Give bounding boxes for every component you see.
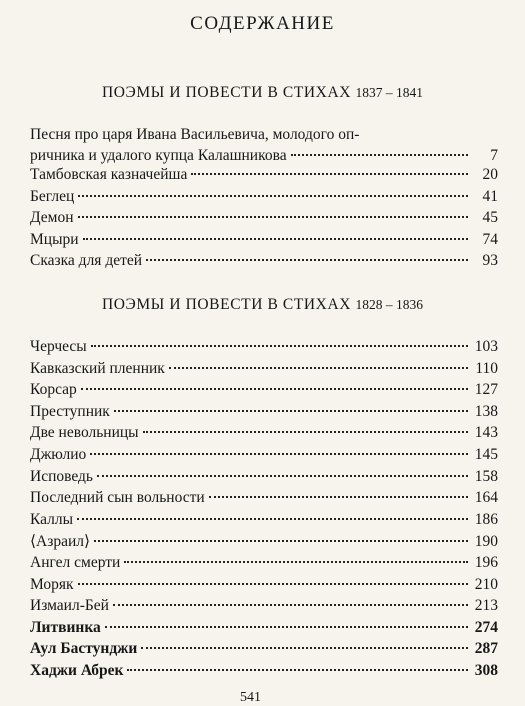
entry-title: ⟨Азраил⟩: [30, 533, 91, 551]
toc-entry[interactable]: [30, 662, 498, 684]
entry-title: Последний сын вольности: [30, 489, 205, 507]
dot-leader: [83, 238, 468, 240]
entry-title: Каллы: [30, 510, 74, 528]
toc-entry[interactable]: [30, 576, 498, 598]
entry-title: Корсар: [30, 381, 77, 399]
toc-list-section-1: [30, 124, 498, 274]
entry-title-line2: ричника и удалого купца Калашникова: [30, 147, 287, 164]
section-heading-years: 1828 – 1836: [355, 297, 424, 312]
entry-page-number: 145: [474, 445, 498, 463]
entry-page-number: 41: [482, 187, 498, 205]
page-number-footer: 541: [240, 690, 261, 705]
dot-leader: [141, 647, 468, 649]
entry-title: Беглец: [30, 187, 75, 205]
toc-entry[interactable]: [30, 403, 498, 425]
entry-page-number: 210: [474, 575, 498, 593]
dot-leader: [78, 195, 468, 197]
toc-entry[interactable]: [30, 338, 498, 360]
entry-page-number: 196: [474, 553, 498, 571]
section-heading-1837-1841: [0, 84, 525, 102]
entry-title: Исповедь: [30, 467, 93, 485]
section-heading-1828-1836: [0, 296, 525, 314]
entry-title: Черчесы: [30, 338, 87, 355]
toc-entry[interactable]: [30, 360, 498, 382]
toc-entry[interactable]: [30, 532, 498, 554]
toc-entry[interactable]: [30, 489, 498, 511]
entry-title: Кавказский пленник: [30, 359, 165, 377]
entry-title: Литвинка: [30, 618, 101, 636]
dot-leader: [114, 410, 468, 412]
entry-page-number: 74: [482, 230, 498, 248]
entry-page-number: 186: [474, 510, 498, 528]
dot-leader: [209, 496, 468, 498]
dot-leader: [146, 259, 468, 261]
toc-entry[interactable]: [30, 424, 498, 446]
entry-title: Аул Бастунджи: [30, 640, 138, 658]
dot-leader: [91, 345, 468, 347]
dot-leader: [81, 388, 468, 390]
entry-title: Сказка для детей: [30, 252, 143, 270]
toc-entry[interactable]: [30, 231, 498, 253]
toc-entry[interactable]: [30, 554, 498, 576]
entry-title: Ангел смерти: [30, 553, 121, 571]
toc-entry[interactable]: [30, 619, 498, 641]
section-heading-text: ПОЭМЫ И ПОВЕСТИ В СТИХАХ: [101, 84, 352, 101]
section-heading-years: 1837 – 1841: [355, 85, 424, 100]
toc-entry[interactable]: [30, 166, 498, 188]
dot-leader: [113, 604, 468, 606]
dot-leader: [127, 669, 468, 671]
toc-entry[interactable]: [30, 511, 498, 533]
entry-title: Джюлио: [30, 445, 87, 463]
dot-leader: [94, 540, 468, 542]
entry-title: Моряк: [30, 575, 74, 593]
toc-entry[interactable]: [30, 446, 498, 468]
dot-leader: [105, 626, 468, 628]
entry-page-number: 93: [482, 252, 498, 270]
dot-leader: [90, 453, 468, 455]
dot-leader: [124, 561, 468, 563]
dot-leader: [291, 154, 468, 156]
toc-entry[interactable]: [30, 468, 498, 490]
toc-entry[interactable]: [30, 597, 498, 619]
toc-entry[interactable]: [30, 640, 498, 662]
dot-leader: [78, 583, 468, 585]
entry-page-number: 274: [474, 618, 498, 636]
entry-title: Преступник: [30, 402, 110, 420]
dot-leader: [169, 367, 468, 369]
entry-page-number: 164: [474, 489, 498, 507]
entry-title-line1: Песня про царя Ивана Васильевича, молодого оп-: [30, 126, 360, 143]
dot-leader: [77, 518, 468, 520]
section-heading-text: ПОЭМЫ И ПОВЕСТИ В СТИХАХ: [101, 296, 352, 313]
entry-page-number: 308: [474, 661, 498, 679]
entry-title: Измаил-Бей: [30, 597, 109, 615]
toc-list-section-2: [30, 338, 498, 684]
entry-page-number: 190: [474, 533, 498, 551]
entry-page-number: 45: [482, 209, 498, 227]
entry-page-number: 20: [482, 166, 498, 183]
entry-page-number: 127: [474, 381, 498, 399]
entry-title: Демон: [30, 209, 74, 227]
entry-page-number: 213: [474, 597, 498, 615]
entry-title: Хаджи Абрек: [30, 661, 124, 679]
entry-page-number: 158: [474, 467, 498, 485]
entry-page-number: 138: [474, 402, 498, 420]
entry-title: Две невольницы: [30, 424, 139, 442]
toc-entry[interactable]: [30, 124, 498, 166]
toc-entry[interactable]: [30, 381, 498, 403]
entry-page-number: 103: [474, 338, 498, 355]
entry-page-number: 7: [490, 147, 498, 164]
toc-entry[interactable]: [30, 252, 498, 274]
dot-leader: [143, 431, 468, 433]
toc-entry[interactable]: [30, 209, 498, 231]
entry-page-number: 110: [475, 359, 498, 377]
dot-leader: [97, 475, 468, 477]
toc-entry[interactable]: [30, 188, 498, 210]
dot-leader: [78, 216, 469, 218]
entry-page-number: 143: [474, 424, 498, 442]
entry-title: Тамбовская казначейша: [30, 166, 188, 183]
page-title: СОДЕРЖАНИЕ: [190, 13, 335, 34]
entry-page-number: 287: [474, 640, 498, 658]
entry-title: Мцыри: [30, 230, 79, 248]
dot-leader: [191, 173, 468, 175]
